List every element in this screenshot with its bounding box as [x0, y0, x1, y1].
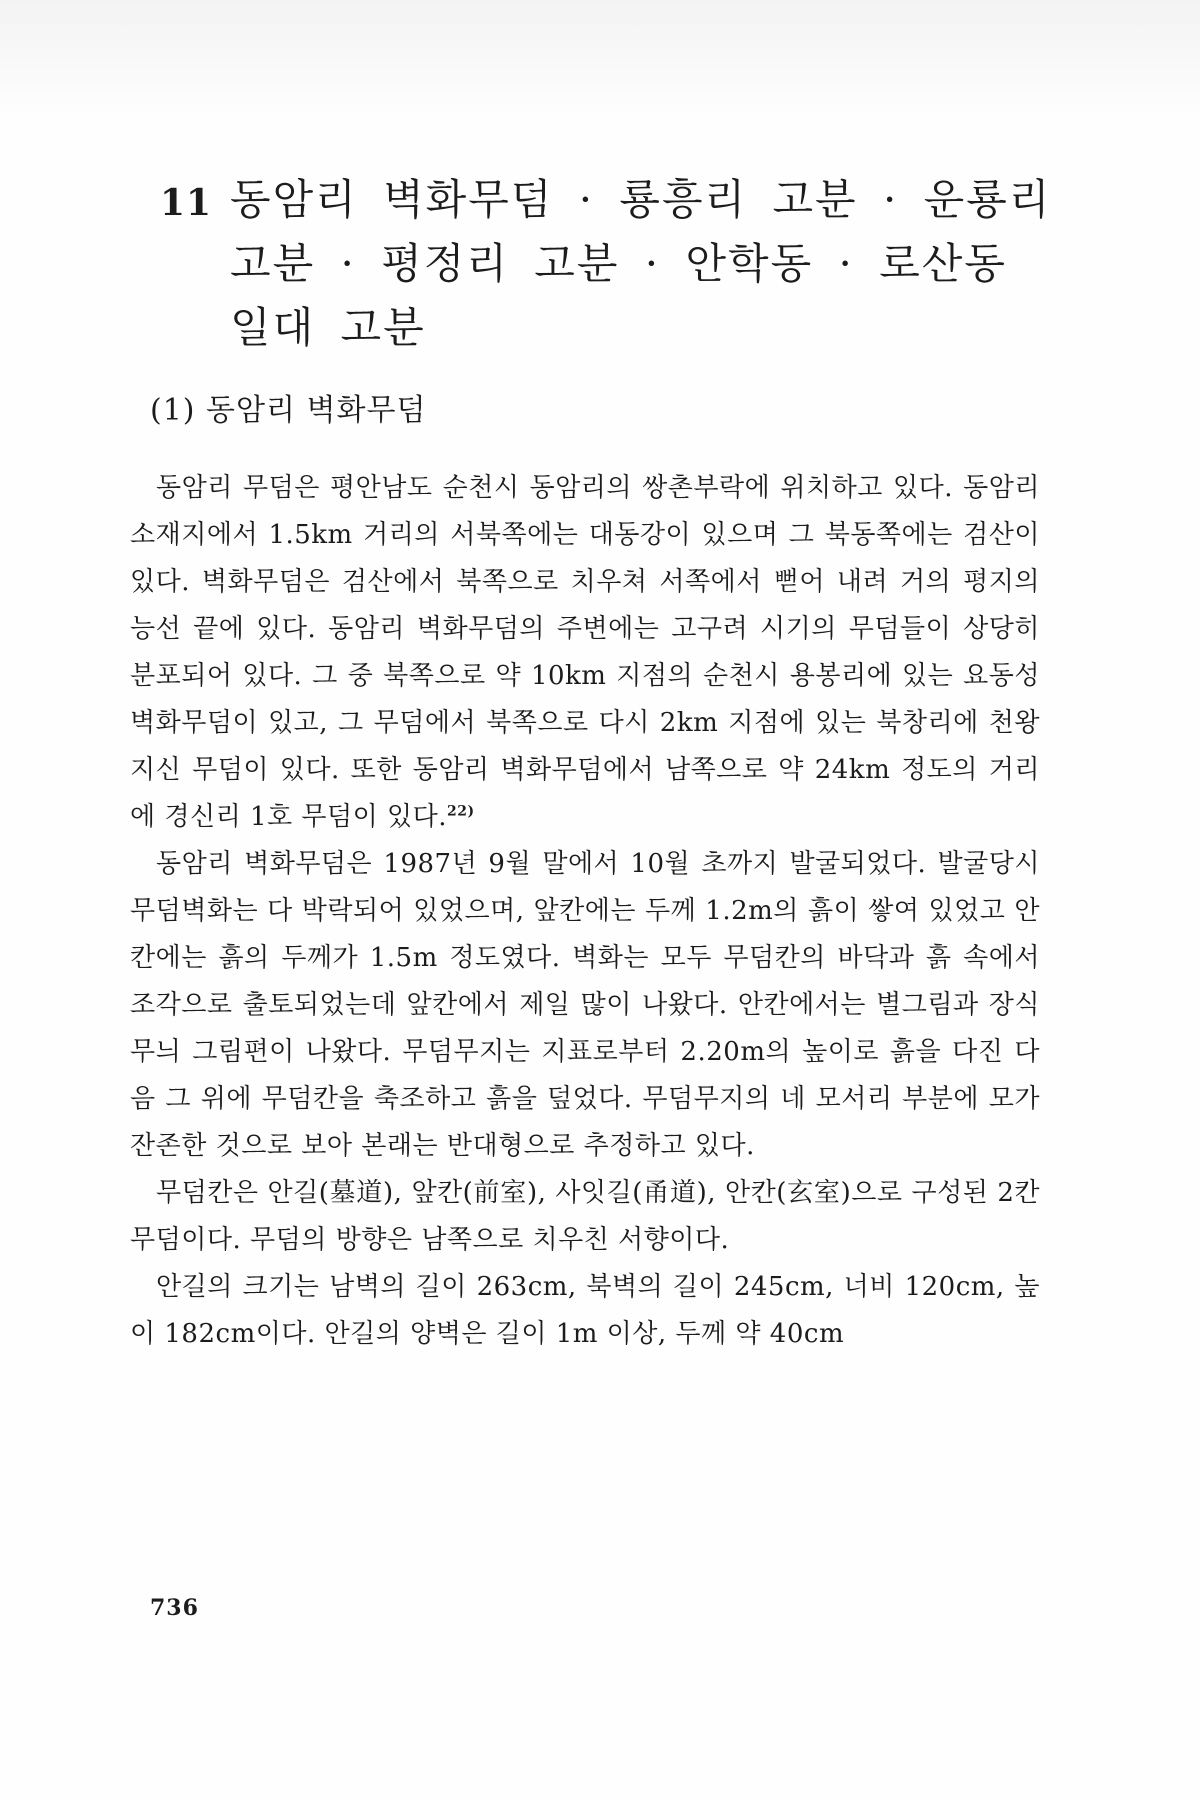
page-number: 736	[150, 1595, 199, 1621]
paragraph	[130, 841, 1040, 1170]
paragraph-text: 무덤칸은 안길(墓道), 앞칸(前室), 사잇길(甬道), 안칸(玄室)으로 구성된 2칸 무덤이다. 무덤의 방향은 남쪽으로 치우친 서향이다.	[130, 1178, 1040, 1255]
paragraph	[130, 1264, 1040, 1358]
paragraph-text: 동암리 벽화무덤은 1987년 9월 말에서 10월 초까지 발굴되었다. 발굴당시 무덤벽화는 다 박락되어 있었으며, 앞칸에는 두께 1.2m의 흙이 쌓여 있었고 안칸에는 흙의 두께가 1.5m 정도였다. 벽화는 모두 무덤칸의 바닥과 흙 속에서 조각으로 출토되었는데 앞칸에서 제일 많이 나왔다. 안칸에서는 별그림과 장식무늬 그림편이 나왔다. 무덤무지는 지표로부터 2.20m의 높이로 흙을 다진 다음 그 위에 무덤칸을 축조하고 흙을 덮었다. 무덤무지의 네 모서리 부분에 모가 잔존한 것으로 보아 본래는 반대형으로 추정하고 있다.	[130, 849, 1040, 1161]
paragraph	[130, 1170, 1040, 1264]
paragraph-text: 동암리 무덤은 평안남도 순천시 동암리의 쌍촌부락에 위치하고 있다. 동암리 소재지에서 1.5km 거리의 서북쪽에는 대동강이 있으며 그 북동쪽에는 검산이 있다. 벽화무덤은 검산에서 북쪽으로 치우쳐 서쪽에서 뻗어 내려 거의 평지의 능선 끝에 있다. 동암리 벽화무덤의 주변에는 고구려 시기의 무덤들이 상당히 분포되어 있다. 그 중 북쪽으로 약 10km 지점의 순천시 용봉리에 있는 요동성 벽화무덤이 있고, 그 무덤에서 북쪽으로 다시 2km 지점에 있는 북창리에 천왕지신 무덤이 있다. 또한 동암리 벽화무덤에서 남쪽으로 약 24km 정도의 거리에 경신리 1호 무덤이 있다.	[130, 473, 1040, 832]
paragraph	[130, 465, 1040, 841]
paragraph-text: 안길의 크기는 남벽의 길이 263cm, 북벽의 길이 245cm, 너비 120cm, 높이 182cm이다. 안길의 양벽은 길이 1m 이상, 두께 약 40cm	[130, 1272, 1040, 1349]
chapter-number: 11	[160, 182, 213, 224]
section-heading: (1) 동암리 벽화무덤	[150, 393, 427, 428]
chapter-title: 동암리 벽화무덤 · 룡흥리 고분 · 운룡리 고분 · 평정리 고분 · 안학동 · 로산동 일대 고분	[230, 175, 1052, 352]
footnote-reference[interactable]: 22)	[447, 803, 475, 820]
scan-shadow	[0, 0, 1200, 120]
body-text	[130, 465, 1040, 1358]
